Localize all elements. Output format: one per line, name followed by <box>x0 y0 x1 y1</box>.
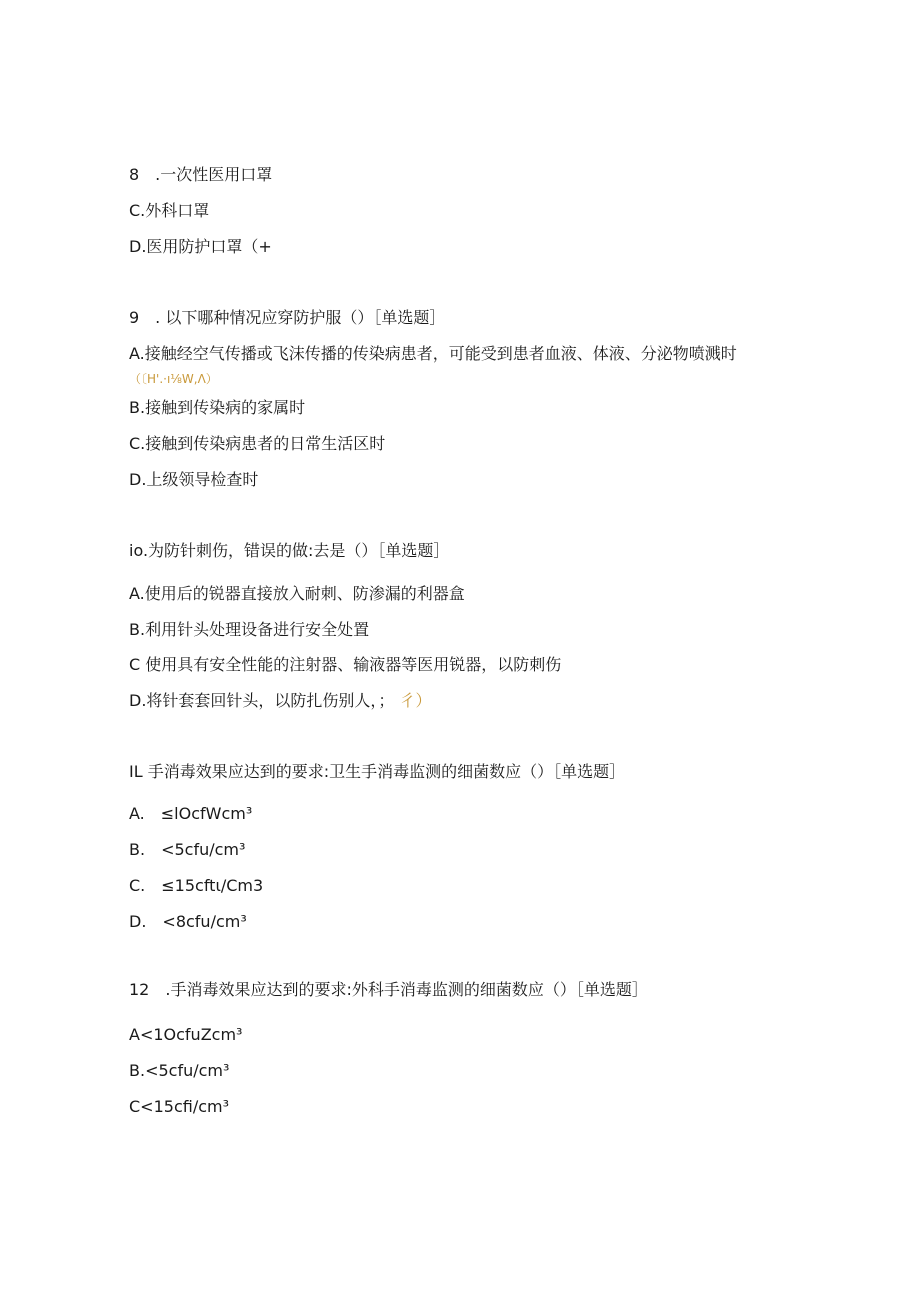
q12-option-c: C<15cfi∕cm³ <box>129 1097 229 1116</box>
q10-option-a: A.使用后的锐器直接放入耐刺、防渗漏的利器盒 <box>129 584 465 603</box>
q11-stem: IL 手消毒效果应达到的要求:卫生手消毒监测的细菌数应（）［单选题］ <box>129 762 626 781</box>
q10-option-d-text: D.将针套套回针头，以防扎伤别人，； <box>129 691 395 710</box>
q9-option-a-annotation: （〔H'.·ı⅛W,Λ） <box>129 372 218 386</box>
q11-option-a: A. ≤lOcfWcm³ <box>129 804 253 823</box>
q10-option-c: C 使用具有安全性能的注射器、输液器等医用锐器，以防刺伤 <box>129 655 562 674</box>
q9-option-c: C.接触到传染病患者的日常生活区时 <box>129 434 386 453</box>
q9-option-d: D.上级领导检查时 <box>129 470 259 489</box>
q9-stem: 9 . 以下哪种情况应穿防护服（）［单选题］ <box>129 308 446 327</box>
q11-option-b: B. <5cfu∕cm³ <box>129 840 246 859</box>
q12-option-a: A<1OcfuZcm³ <box>129 1025 243 1044</box>
q12-option-b: B.<5cfu∕cm³ <box>129 1061 230 1080</box>
q8-option-d: D.医用防护口罩（+ <box>129 237 272 256</box>
q9-option-a: A.接触经空气传播或飞沫传播的传染病患者，可能受到患者血液、体液、分泌物喷溅时 <box>129 344 737 363</box>
q11-option-c: C. ≤15cftι/Cm3 <box>129 876 264 895</box>
q10-option-b: B.利用针头处理设备进行安全处置 <box>129 620 370 639</box>
q10-option-d <box>129 691 432 711</box>
q11-option-d: D. <8cfu∕cm³ <box>129 912 247 931</box>
q10-stem: io.为防针刺伤，错误的做:去是（）［单选题］ <box>129 541 450 560</box>
q8-option-c: C.外科口罩 <box>129 201 210 220</box>
q10-option-d-mark: 彳） <box>399 691 432 710</box>
q12-stem: 12 .手消毒效果应达到的要求:外科手消毒监测的细菌数应（）［单选题］ <box>129 980 648 999</box>
q9-option-b: B.接触到传染病的家属时 <box>129 398 306 417</box>
q8-stem: 8 .一次性医用口罩 <box>129 165 273 184</box>
